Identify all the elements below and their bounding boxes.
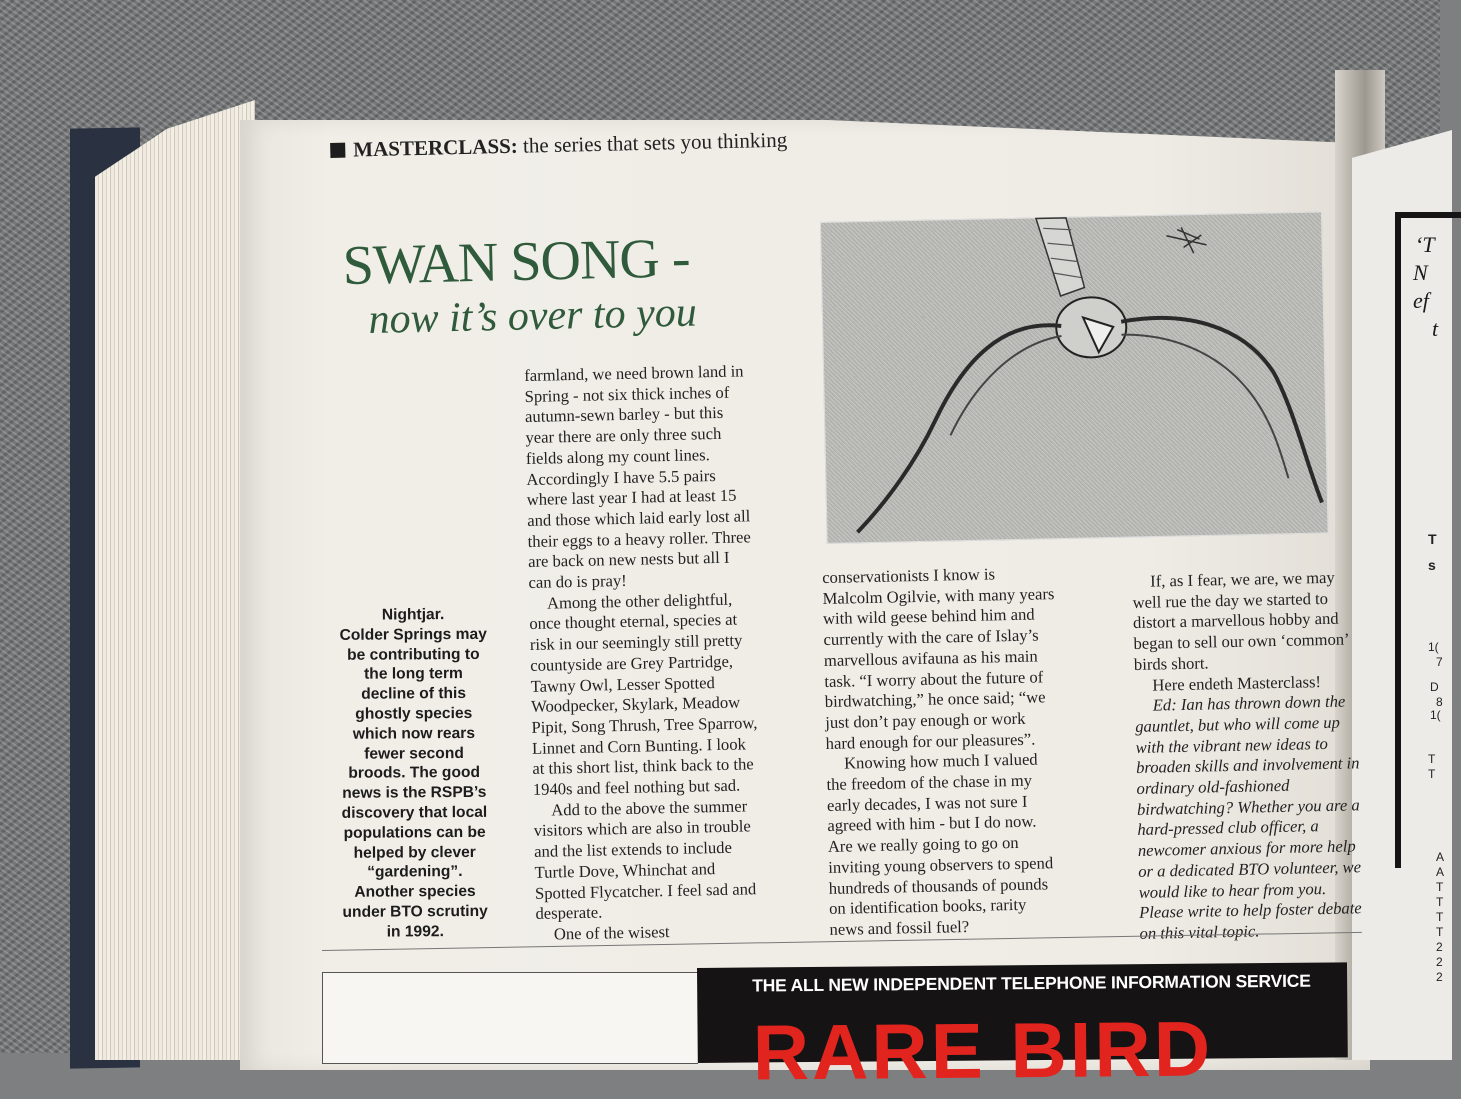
article-line: just don’t pay enough or work	[825, 708, 1026, 732]
article-line: Woodpecker, Skylark, Meadow	[530, 692, 741, 717]
article-line: task. “I worry about the future of	[824, 666, 1044, 691]
article-line: Are we really going to go on	[827, 833, 1019, 857]
caption-line: Nightjar.	[381, 606, 445, 624]
article-line: conservationists I know is	[822, 564, 996, 587]
right-page-small-fragment: T	[1428, 531, 1437, 547]
article-line: can do is pray!	[528, 570, 627, 592]
article-line: year there are only three such	[525, 423, 722, 448]
article-line: Here endeth Masterclass!	[1152, 671, 1322, 695]
caption-line: under BTO scrutiny	[342, 902, 488, 921]
right-page-small-fragment: T	[1436, 895, 1444, 909]
article-line: Linnet and Corn Bunting. I look	[531, 734, 747, 758]
article-line: birdwatching? Whether you are a	[1136, 795, 1360, 819]
right-page-fragment: t	[1432, 316, 1439, 341]
page-edges	[95, 100, 255, 1060]
right-page-small-fragment: s	[1428, 557, 1436, 573]
caption-line: helped by clever	[353, 843, 476, 862]
article-column-2	[822, 562, 1130, 941]
right-page-fragment: ef	[1413, 288, 1429, 313]
article-line: would like to hear from you.	[1138, 878, 1327, 902]
article-line: hard-pressed club officer, a	[1137, 816, 1319, 840]
article-line: or a dedicated BTO volunteer, we	[1138, 857, 1362, 881]
right-page-small-fragment: D	[1430, 680, 1439, 694]
article-line: hundreds of thousands of pounds	[828, 873, 1049, 898]
article-line: gauntlet, but who will come up	[1135, 712, 1341, 736]
article-line: are back on new nests but all I	[527, 548, 730, 572]
article-column-1	[524, 360, 816, 945]
article-line: currently with the care of Islay’s	[823, 625, 1039, 650]
article-line: Pipit, Song Thrush, Tree Sparrow,	[531, 713, 758, 737]
article-line: Turtle Dove, Whinchat and	[534, 858, 716, 882]
header-tagline: the series that sets you thinking	[522, 127, 788, 158]
right-page-small-fragment: A	[1436, 850, 1445, 864]
article-title: SWAN SONG -	[342, 227, 691, 297]
right-page-small-fragment: 2	[1436, 940, 1443, 954]
article-line: with the vibrant new ideas to	[1135, 733, 1329, 757]
right-page-small-fragment: 1(	[1430, 708, 1441, 722]
article-line: and those which laid early lost all	[527, 506, 751, 530]
article-line: Among the other delightful,	[546, 589, 733, 613]
article-line: where last year I had at least 15	[526, 485, 737, 510]
right-page-small-fragment: T	[1428, 752, 1436, 766]
advert-headline: THE ALL NEW INDEPENDENT TELEPHONE INFORMATION SERVICE	[752, 970, 1311, 996]
nightjar-drawing	[821, 213, 1328, 543]
article-line: on this vital topic.	[1139, 921, 1260, 943]
article-line: early decades, I was not sure I	[826, 791, 1028, 815]
caption-line: discovery that local	[341, 803, 488, 822]
right-page-small-fragment: 2	[1436, 970, 1443, 984]
article-line: once thought eternal, species at	[529, 610, 738, 634]
article-line: distort a marvellous hobby and	[1132, 609, 1339, 633]
right-page-fragment: ‘T	[1415, 232, 1435, 257]
article-line: risk in our seemingly still pretty	[529, 630, 743, 655]
caption-line: Colder Springs may	[339, 625, 487, 644]
article-line: autumn-sewn barley - but this	[524, 403, 724, 427]
right-page-small-fragment: 7	[1436, 655, 1443, 669]
article-line: with wild geese behind him and	[822, 604, 1035, 629]
photo-caption	[318, 605, 510, 943]
right-wing-inner	[1121, 331, 1288, 481]
article-line: Ed: Ian has thrown down the	[1152, 691, 1346, 715]
article-line: on identification books, rarity	[828, 895, 1027, 919]
article-line: Tawny Owl, Lesser Spotted	[530, 672, 715, 696]
article-line: Accordingly I have 5.5 pairs	[526, 465, 716, 489]
right-page-small-fragment: 1(	[1428, 640, 1439, 654]
caption-line: the long term	[364, 665, 463, 684]
article-line: 1940s and feel nothing but sad.	[532, 775, 741, 799]
article-line: Knowing how much I valued	[843, 749, 1038, 773]
article-line: marvellous avifauna as his main	[823, 646, 1038, 670]
caption-line: decline of this	[361, 685, 467, 703]
caption-line: news is the RSPB’s	[342, 784, 487, 803]
right-page-small-fragment: T	[1436, 910, 1444, 924]
article-line: began to sell our own ‘common’	[1133, 629, 1350, 654]
article-subtitle: now it’s over to you	[368, 289, 698, 343]
article-line: fields along my count lines.	[525, 444, 710, 468]
article-line: newcomer anxious for more help	[1137, 836, 1356, 861]
right-page-small-fragment: T	[1436, 880, 1444, 894]
article-line: agreed with him - but I do now.	[827, 812, 1037, 836]
caption-line: “gardening”.	[367, 863, 463, 882]
caption-line: be contributing to	[347, 645, 480, 664]
left-wing	[853, 325, 1065, 532]
right-page-fragment: N	[1413, 260, 1428, 285]
article-line: broaden skills and involvement in	[1135, 753, 1360, 778]
article-line: Spotted Flycatcher. I feel sad and	[534, 878, 757, 903]
caption-line: ghostly species	[355, 704, 473, 723]
right-wing	[1121, 315, 1322, 507]
article-line: birds short.	[1133, 653, 1209, 674]
article-line: Add to the above the summer	[551, 796, 748, 820]
right-page-small-fragment: 2	[1436, 955, 1443, 969]
right-page-small-fragment: A	[1436, 865, 1445, 879]
article-line: Please write to help foster debate	[1138, 898, 1362, 923]
article-line: If, as I fear, we are, we may	[1149, 567, 1335, 591]
article-line: countyside are Grey Partridge,	[530, 651, 734, 675]
article-line: news and fossil fuel?	[829, 916, 970, 939]
right-page-small-fragment: 8	[1436, 695, 1443, 709]
article-line: at this short list, think back to the	[532, 754, 754, 779]
left-wing-inner	[948, 336, 1063, 435]
caption-line: populations can be	[343, 823, 486, 842]
article-line: One of the wisest	[553, 922, 670, 944]
caption-line: broods. The good	[348, 764, 481, 783]
caption-line: fewer second	[364, 744, 464, 763]
article-column-3	[1132, 567, 1390, 945]
article-line: well rue the day we started to	[1132, 588, 1329, 612]
caption-line: in 1992.	[386, 922, 444, 941]
article-line: visitors which are also in trouble	[533, 816, 751, 841]
moth-icon	[1166, 227, 1207, 254]
caption-line: Another species	[354, 883, 476, 901]
article-line: Spring - not six thick inches of	[524, 382, 730, 406]
article-line: desperate.	[535, 902, 603, 924]
nightjar-illustration	[820, 211, 1329, 543]
header-label: MASTERCLASS:	[352, 133, 519, 162]
article-line: their eggs to a heavy roller. Three	[527, 526, 751, 551]
article-line: farmland, we need brown land in	[524, 361, 744, 385]
article-line: inviting young observers to spend	[828, 853, 1054, 877]
advert-panel	[697, 962, 1348, 1097]
right-page-small-fragment: T	[1436, 925, 1444, 939]
article-line: birdwatching,” he once said; “we	[824, 687, 1046, 712]
right-page-small-fragment: T	[1428, 767, 1436, 781]
article-line: hard enough for our pleasures”.	[825, 729, 1036, 753]
advert-blank-panel	[322, 972, 698, 1064]
article-line: Malcolm Ogilvie, with many years	[822, 583, 1055, 608]
article-line: and the list extends to include	[533, 837, 733, 862]
article-line: the freedom of the chase in my	[826, 770, 1033, 794]
article-line: ordinary old-fashioned	[1136, 775, 1290, 798]
header-square-bullet	[330, 143, 345, 158]
caption-line: which now rears	[352, 724, 476, 743]
advert-big-text: RARE BIRD	[752, 1004, 1214, 1097]
